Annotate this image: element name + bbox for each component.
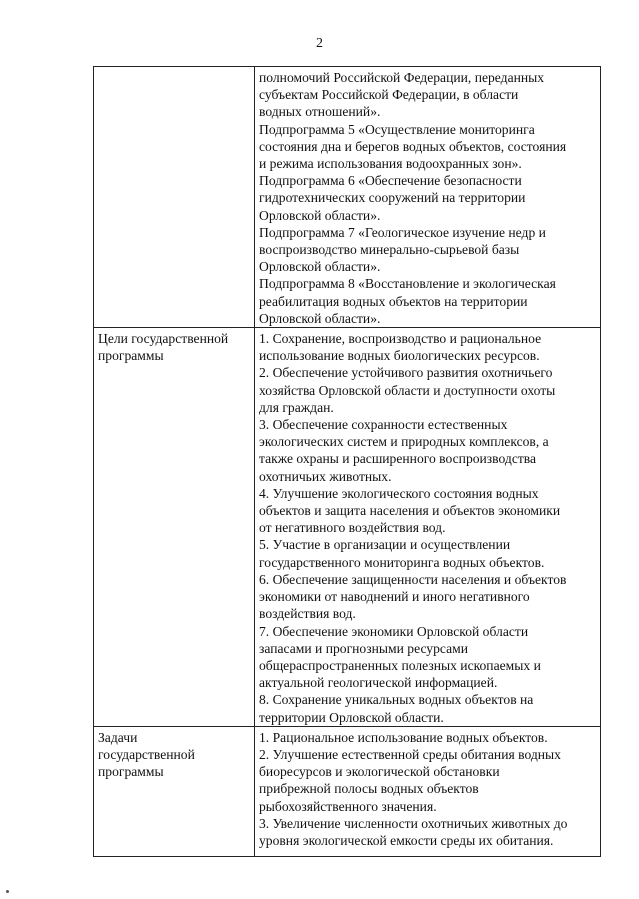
- label-line: Задачи: [98, 729, 138, 745]
- table-row: [94, 726, 601, 856]
- text-line: 3. Обеспечение сохранности естественных: [259, 417, 508, 433]
- text-line: запасами и прогнозными ресурсами: [259, 640, 469, 656]
- text-line: Подпрограмма 6 «Обеспечение безопасности: [259, 173, 522, 189]
- text-line: охотничьих животных.: [259, 468, 392, 484]
- text-line: объектов и защита населения и объектов экономики: [259, 503, 561, 519]
- text-line: воздействия вод.: [259, 606, 356, 622]
- text-line: Орловской области».: [259, 207, 381, 223]
- text-line: 5. Участие в организации и осуществлении: [259, 537, 511, 553]
- tasks-label-cell: [94, 726, 255, 856]
- row-label-cell: [94, 67, 255, 328]
- text-line: государственного мониторинга водных объектов.: [259, 554, 545, 570]
- text-line: полномочий Российской Федерации, переданных: [259, 70, 545, 85]
- label-line: государственной: [98, 746, 195, 762]
- text-line: 2. Обеспечение устойчивого развития охотничьего: [259, 365, 553, 381]
- text-line: уровня экологической емкости среды их обитания.: [259, 832, 554, 848]
- text-line: Орловской области».: [259, 310, 381, 326]
- subprograms-cell: [255, 67, 601, 328]
- text-line: реабилитация водных объектов на территории: [259, 293, 528, 309]
- text-line: воспроизводство минерально-сырьевой базы: [259, 242, 520, 258]
- label-line: программы: [98, 764, 164, 780]
- text-line: прибрежной полосы водных объектов: [259, 781, 479, 797]
- text-line: состояния дна и берегов водных объектов, состояния: [259, 138, 567, 154]
- program-passport-table: [93, 66, 601, 857]
- text-line: Подпрограмма 8 «Восстановление и экологическая: [259, 276, 556, 292]
- text-line: Подпрограмма 7 «Геологическое изучение недр и: [259, 224, 546, 240]
- goals-label-cell: [94, 328, 255, 727]
- table-row: [94, 67, 601, 328]
- text-line: субъектам Российской Федерации, в области: [259, 87, 519, 103]
- text-line: Орловской области».: [259, 259, 381, 275]
- goals-cell: [255, 328, 601, 727]
- text-line: и режима использования водоохранных зон».: [259, 156, 522, 172]
- text-line: рыбохозяйственного значения.: [259, 798, 437, 814]
- text-line: актуальной геологической информацией.: [259, 675, 498, 691]
- text-line: хозяйства Орловской области и доступности охоты: [259, 382, 556, 398]
- label-line: программы: [98, 348, 164, 364]
- text-line: использование водных биологических ресурсов.: [259, 348, 540, 364]
- text-line: 3. Увеличение численности охотничьих животных до: [259, 815, 568, 831]
- text-line: экономики от наводнений и иного негативного: [259, 589, 530, 605]
- text-line: 6. Обеспечение защищенности населения и объектов: [259, 571, 567, 587]
- text-line: Подпрограмма 5 «Осуществление мониторинга: [259, 121, 535, 137]
- label-line: Цели государственной: [98, 331, 229, 347]
- text-line: водных отношений».: [259, 104, 381, 120]
- text-line: также охраны и расширенного воспроизводства: [259, 451, 537, 467]
- table-row: [94, 328, 601, 727]
- text-line: экологических систем и природных комплексов, а: [259, 434, 549, 450]
- scan-speck: [6, 890, 9, 893]
- text-line: гидротехнических сооружений на территории: [259, 190, 526, 206]
- text-line: территории Орловской области.: [259, 709, 444, 725]
- text-line: для граждан.: [259, 399, 334, 415]
- text-line: 1. Рациональное использование водных объектов.: [259, 729, 548, 745]
- text-line: биоресурсов и экологической обстановки: [259, 764, 500, 780]
- page-number: 2: [316, 36, 323, 51]
- text-line: общераспространенных полезных ископаемых и: [259, 657, 541, 673]
- text-line: 7. Обеспечение экономики Орловской области: [259, 623, 529, 639]
- text-line: от негативного воздействия вод.: [259, 520, 446, 536]
- text-line: 4. Улучшение экологического состояния водных: [259, 485, 539, 501]
- text-line: 8. Сохранение уникальных водных объектов на: [259, 692, 534, 708]
- tasks-cell: [255, 726, 601, 856]
- text-line: 1. Сохранение, воспроизводство и рациональное: [259, 331, 542, 347]
- text-line: 2. Улучшение естественной среды обитания водных: [259, 746, 561, 762]
